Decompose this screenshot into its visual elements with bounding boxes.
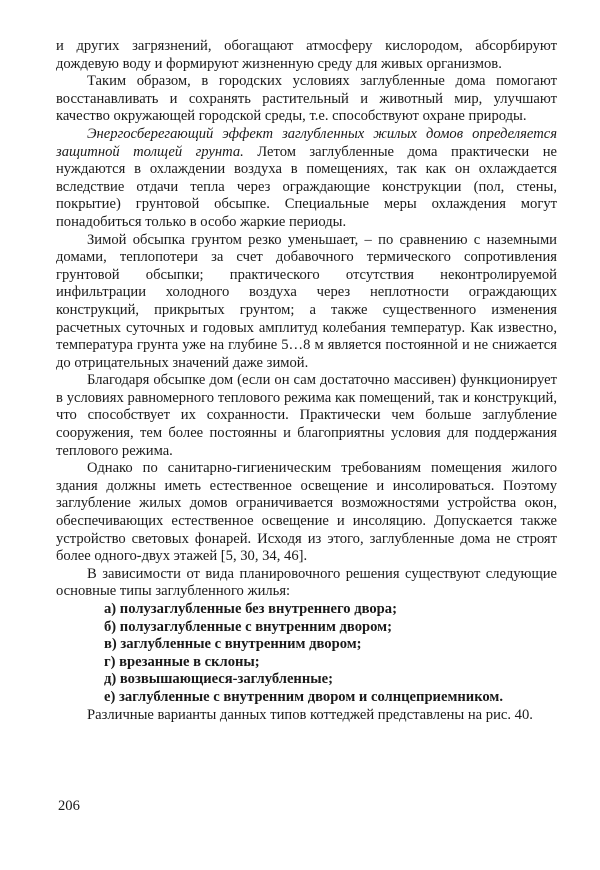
paragraph-continuation: и других загрязнений, обогащают атмосферу кислородом, абсорбируют дождевую воду и формируют жизненную среду для живых организмов. [56, 38, 557, 72]
paragraph-closing: Различные варианты данных типов коттеджей представлены на рис. 40. [87, 706, 533, 723]
list-item: б) полузаглубленные с внутренним двором; [104, 618, 392, 635]
paragraph-sanitary: Однако по санитарно-гигиеническим требованиям помещения жилого здания должны иметь естественное освещение и инсолироваться. Поэтому заглубление жилых домов ограничивается возможностями устройства окон, обеспечивающих естественное освещение и инсоляцию. Допускается также устройство световых фонарей. Исходя из этого, заглубленные дома не строят более одного-двух этажей [5, 30, 34, 46]. [56, 460, 557, 565]
paragraph-thermal-regime: Благодаря обсыпке дом (если он сам достаточно массивен) функционирует в условиях равномерного теплового режима как помещений, так и конструкций, что способствует их сохранности. Практически чем больше заглубление сооружения, тем более постоянны и благоприятны условия для поддержания теплового режима. [56, 372, 557, 459]
page-number: 206 [58, 798, 80, 814]
list-item: д) возвышающиеся-заглубленные; [104, 671, 333, 688]
paragraph-types-intro: В зависимости от вида планировочного решения существуют следующие основные типы заглубленного жилья: [56, 565, 557, 600]
paragraph-winter: Зимой обсыпка грунтом резко уменьшает, – по сравнению с наземными домами, теплопотери за счет добавочного термического сопротивления грунтовой обсыпки; практического отсутствия неконтролируемой инфильтрации холодного воздуха через неплотности ограждающих конструкций, прикрытых грунтом; а также существенного изменения расчетных суточных и годовых амплитуд колебания температур. Как известно, температура грунта уже на глубине 5…8 м является постоянной и не снижается до отрицательных значений даже зимой. [56, 231, 557, 371]
paragraph-energy-saving [56, 126, 557, 232]
list-item: г) врезанные в склоны; [104, 653, 260, 670]
list-item: е) заглубленные с внутренним двором и солнцеприемником. [104, 688, 504, 705]
types-list [56, 601, 557, 707]
energy-saving-heading: Энергосберегающий эффект заглубленных жилых домов определяется защитной толщей грунта. [56, 125, 557, 160]
list-item: в) заглубленные с внутренним двором; [104, 636, 362, 653]
paragraph-urban-nature: Таким образом, в городских условиях заглубленные дома помогают восстанавливать и сохранять растительный и животный мир, улучшают качество окружающей городской среды, т.е. способствуют охране природы. [56, 73, 557, 125]
energy-saving-text: Летом заглубленные дома практически не нуждаются в охлаждении воздуха в помещениях, так как он охлаждается вследствие отдачи тепла через ограждающие конструкции (пол, стены, покрытие) грунтовой обсыпке. Специальные меры охлаждения могут понадобиться только в особо жаркие периоды. [56, 143, 557, 230]
list-item: а) полузаглубленные без внутреннего двора; [104, 601, 397, 617]
body-text [56, 38, 557, 724]
